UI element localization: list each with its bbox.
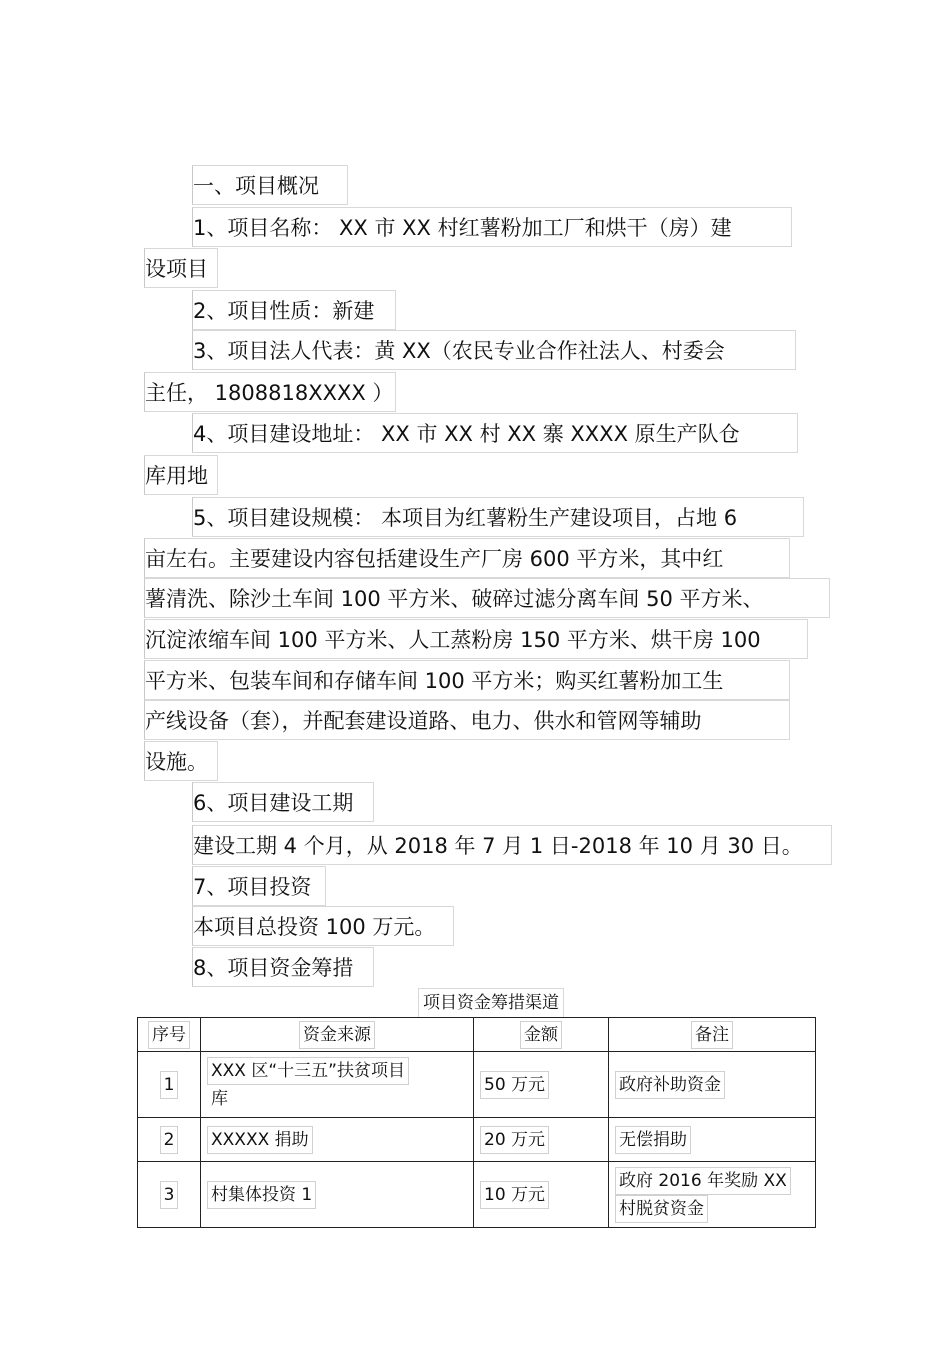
item-5-line-4: 沉淀浓缩车间 100 平方米、人工蒸粉房 150 平方米、烘干房 100 [144,619,808,659]
item-1-line-1: 1、项目名称： XX 市 XX 村红薯粉加工厂和烘干（房）建 [192,207,792,247]
item-5-line-1: 5、项目建设规模： 本项目为红薯粉生产建设项目，占地 6 [192,497,804,537]
item-2: 2、项目性质：新建 [192,290,396,330]
header-cell: 序号 [138,1018,201,1052]
item-4-line-2: 库用地 [144,455,218,495]
item-3-line-2: 主任， 1808818XXXX ） [144,372,396,412]
item-1-line-2: 设项目 [144,248,218,288]
row-note: 政府补助资金 [609,1052,816,1118]
table-caption: 项目资金筹措渠道 [418,988,564,1018]
row-source: 村集体投资 1 [201,1162,474,1228]
header-cell: 资金来源 [201,1018,474,1052]
row-number: 1 [138,1052,201,1118]
item-5-line-3: 薯清洗、除沙土车间 100 平方米、破碎过滤分离车间 50 平方米、 [144,578,830,618]
item-5-line-5: 平方米、包装车间和存储车间 100 平方米；购买红薯粉加工生 [144,660,790,700]
row-source: XXX 区“十三五”扶贫项目 库 [201,1052,474,1118]
item-7-body: 本项目总投资 100 万元。 [192,906,454,946]
table-row [138,1052,816,1118]
item-6-title: 6、项目建设工期 [192,782,374,822]
row-source: XXXXX 捐助 [201,1118,474,1162]
row-amount: 50 万元 [474,1052,609,1118]
header-cell: 备注 [609,1018,816,1052]
table-row [138,1118,816,1162]
section-heading: 一、项目概况 [192,165,348,205]
item-5-line-7: 设施。 [144,741,218,781]
item-5-line-2: 亩左右。主要建设内容包括建设生产厂房 600 平方米，其中红 [144,538,790,578]
row-amount: 20 万元 [474,1118,609,1162]
row-number: 2 [138,1118,201,1162]
header-cell: 金额 [474,1018,609,1052]
table-row [138,1162,816,1228]
funding-table [137,1017,816,1228]
item-3-line-1: 3、项目法人代表：黄 XX（农民专业合作社法人、村委会 [192,330,796,370]
row-number: 3 [138,1162,201,1228]
table-header-row [138,1018,816,1052]
item-4-line-1: 4、项目建设地址： XX 市 XX 村 XX 寨 XXXX 原生产队仓 [192,413,798,453]
row-note: 无偿捐助 [609,1118,816,1162]
row-amount: 10 万元 [474,1162,609,1228]
item-5-line-6: 产线设备（套），并配套建设道路、电力、供水和管网等辅助 [144,700,790,740]
item-6-body: 建设工期 4 个月，从 2018 年 7 月 1 日-2018 年 10 月 30 日。 [192,825,832,865]
item-8-title: 8、项目资金筹措 [192,947,374,987]
row-note: 政府 2016 年奖励 XX 村脱贫资金 [609,1162,816,1228]
item-7-title: 7、项目投资 [192,866,326,906]
